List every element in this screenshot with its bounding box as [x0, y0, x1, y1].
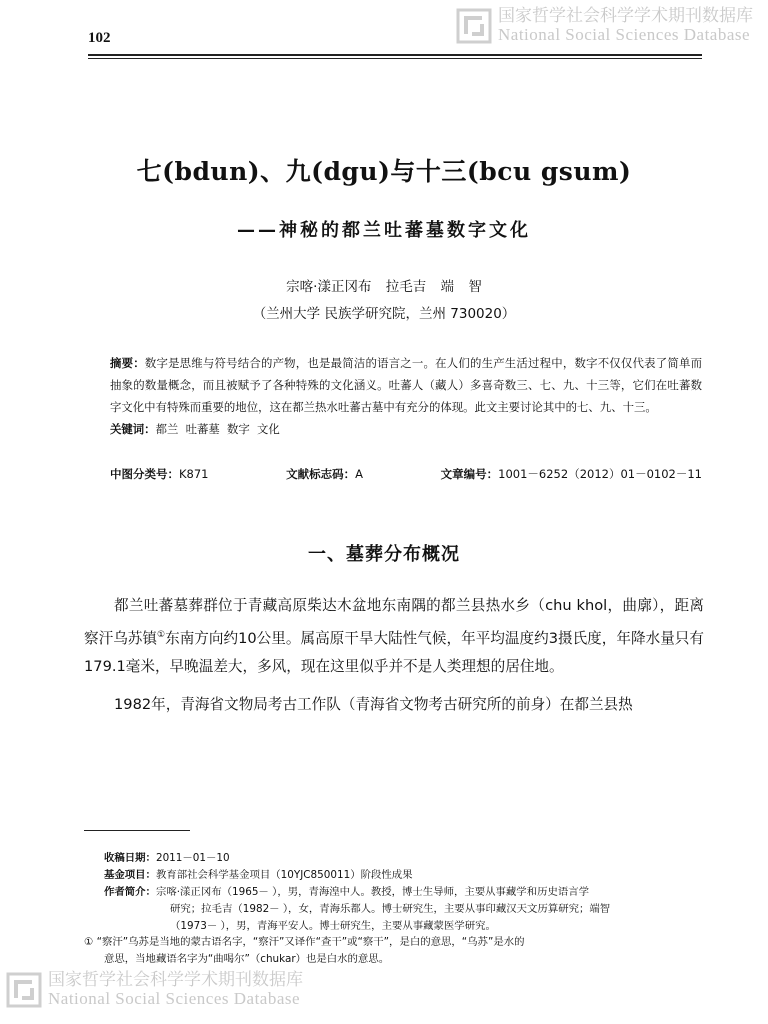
header-rule: [88, 54, 702, 56]
received-label: 收稿日期：: [104, 852, 156, 864]
watermark-cn: 国家哲学社会科学学术期刊数据库: [498, 6, 753, 27]
footnote-1-line-1: ① “察汗”乌苏是当地的蒙古语名字，“察汗”又译作“查干”或“察干”，是白的意思，“乌苏”是水的: [84, 936, 525, 948]
footnote-rule: [84, 830, 190, 831]
doc-code-label: 文献标志码：: [286, 467, 356, 481]
abstract-label: 摘要：: [110, 356, 145, 370]
footnote-marker: ①: [157, 629, 166, 640]
body-paragraph-1: [84, 592, 704, 681]
watermark-bottom: [6, 972, 303, 1008]
classification-row: [110, 466, 702, 482]
footnote-1-line-2: 意思，当地藏语名字为“曲喝尔”（chukar）也是白水的意思。: [104, 953, 390, 965]
fund-label: 基金项目：: [104, 869, 156, 881]
watermark-en: National Social Sciences Database: [48, 989, 301, 1008]
received-value: 2011－01－10: [155, 852, 230, 864]
watermark-cn: 国家哲学社会科学学术期刊数据库: [48, 970, 303, 991]
fund-project: [104, 867, 704, 884]
header-rule-thin: [88, 58, 702, 59]
keywords-label: 关键词：: [110, 422, 156, 436]
watermark-en: National Social Sciences Database: [498, 25, 751, 44]
article-title: 七(bdun)、九(dgu)与十三(bcu gsum): [136, 157, 632, 186]
clc-label: 中图分类号：: [110, 467, 179, 481]
page-number: 102: [88, 30, 111, 46]
abstract: [110, 352, 702, 440]
keywords: 都兰 吐蕃墓 数字 文化: [155, 422, 280, 436]
database-logo-icon: [456, 8, 492, 44]
watermark-top: [456, 8, 753, 44]
doc-code-value: A: [355, 467, 364, 481]
paragraph-1-text-b: 东南方向约10公里。属高原干旱大陆性气候，年平均温度约3摄氏度，年降水量只有179.1毫米，早晚温差大，多风，现在这里似乎并不是人类理想的居住地。: [84, 629, 704, 675]
article-no-value: 1001－6252（2012）01－0102－11: [498, 467, 702, 481]
affiliation: （兰州大学 民族学研究院，兰州 730020）: [252, 306, 516, 322]
footnote-1: [84, 934, 704, 968]
received-date: [104, 850, 704, 867]
author-bio-line-2: 研究；拉毛吉（1982－ ），女，青海乐都人。博士研究生，主要从事印藏汉天文历算研究；端智: [170, 903, 611, 915]
author-bio-label: 作者简介：: [104, 886, 156, 898]
author-bio-line-1: 宗喀·漾正冈布（1965－ ），男，青海湟中人。教授，博士生导师，主要从事藏学和历史语言学: [155, 886, 590, 898]
abstract-text: 数字是思维与符号结合的产物，也是最简洁的语言之一。在人们的生产生活过程中，数字不仅仅代表了简单而抽象的数量概念，而且被赋予了各种特殊的文化涵义。吐蕃人（藏人）多喜奇数三、七、九、十三等，它们在吐蕃数字文化中有特殊而重要的地位，这在都兰热水吐蕃古墓中有充分的体现。此文主要讨论其中的七、九、十三。: [110, 356, 702, 414]
doc-code-field: [286, 466, 363, 482]
authors: 宗喀·漾正冈布 拉毛吉 端 智: [286, 279, 482, 295]
author-bio-line-3: （1973－ ），男，青海平安人。博士研究生，主要从事藏蒙医学研究。: [170, 920, 496, 932]
fund-value: 教育部社会科学基金项目（10YJC850011）阶段性成果: [155, 869, 413, 881]
database-logo-icon: [6, 972, 42, 1008]
body-paragraph-2: 1982年，青海省文物局考古工作队（青海省文物考古研究所的前身）在都兰县热: [114, 696, 633, 713]
article-no-field: [441, 466, 702, 482]
author-bio: [104, 884, 704, 935]
article-no-label: 文章编号：: [440, 467, 499, 481]
section-heading: 一、墓葬分布概况: [308, 544, 460, 565]
clc-field: [110, 466, 209, 482]
article-subtitle: ——神秘的都兰吐蕃墓数字文化: [237, 220, 531, 241]
clc-value: K871: [179, 467, 209, 481]
paragraph-1-text-a: 都兰吐蕃墓葬群位于青藏高原柴达木盆地东南隅的都兰县热水乡（chu khol，曲廓），距离察汗乌苏镇: [84, 597, 704, 647]
